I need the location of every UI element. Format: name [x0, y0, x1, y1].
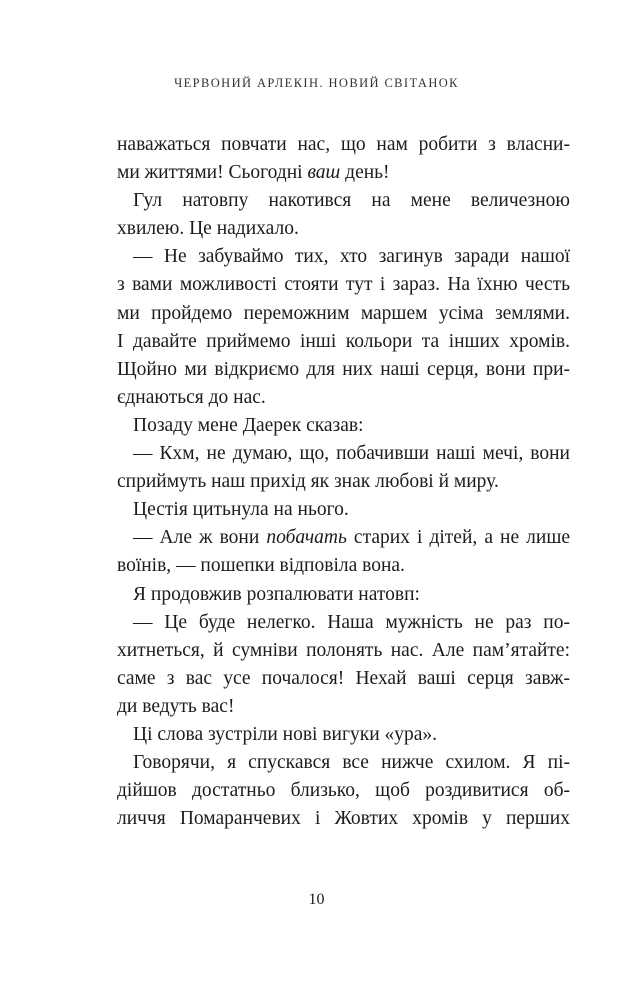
text-run: Щойно ми відкриємо для них наші серця, вони при-	[117, 358, 570, 380]
text-line	[117, 215, 570, 243]
text-line	[117, 805, 570, 833]
text-run: Ці слова зустріли нові вигуки «ура».	[133, 723, 438, 745]
text-run: день!	[340, 162, 390, 184]
text-line	[117, 243, 570, 271]
text-line	[117, 777, 570, 805]
text-run: воїнів, — пошепки відповіла вона.	[117, 555, 405, 577]
text-run: наважаться повчати нас, що нам робити з власни-	[117, 134, 570, 155]
text-line	[117, 131, 570, 159]
text-line	[117, 665, 570, 693]
text-run: личчя Помаранчевих і Жовтих хромів у перших	[117, 808, 570, 830]
text-run: — Але ж вони	[133, 527, 267, 549]
body-text	[117, 131, 570, 833]
text-line	[117, 552, 570, 580]
text-run: Я продовжив розпалювати натовп:	[133, 583, 420, 605]
text-run: Говорячи, я спускався все нижче схилом. Я пі-	[133, 752, 570, 774]
text-run: хвилею. Це надихало.	[117, 218, 299, 240]
text-run: ми пройдемо переможним маршем усіма землями.	[117, 302, 570, 324]
text-run: — Не забуваймо тих, хто загинув заради нашої	[133, 246, 570, 268]
text-line	[117, 468, 570, 496]
text-line	[117, 356, 570, 384]
text-line	[117, 581, 570, 609]
text-run: Цестія цитьнула на нього.	[133, 499, 349, 521]
text-line	[117, 328, 570, 356]
text-run: Позаду мене Даерек сказав:	[133, 414, 364, 436]
text-line	[117, 187, 570, 215]
text-line	[117, 271, 570, 299]
text-run: єднаються до нас.	[117, 386, 266, 408]
text-run: сприймуть наш прихід як знак любові й миру.	[117, 471, 499, 493]
text-run: хитнеться, й сумніви полонять нас. Але пам’ятайте:	[117, 639, 570, 661]
text-line	[117, 524, 570, 552]
page-number: 10	[308, 891, 325, 908]
text-line	[117, 300, 570, 328]
text-line	[117, 412, 570, 440]
text-run: дійшов достатньо близько, щоб роздивитися об-	[117, 780, 570, 802]
text-run: І давайте приймемо інші кольори та інших хромів.	[117, 330, 570, 352]
text-run: з вами можливості стояти тут і зараз. На їхню честь	[117, 274, 570, 296]
text-line	[117, 749, 570, 777]
text-line	[117, 496, 570, 524]
text-run: ми життями! Сьогодні	[117, 162, 308, 184]
text-line	[117, 159, 570, 187]
text-line	[117, 721, 570, 749]
text-line	[117, 693, 570, 721]
text-run: старих і дітей, а не лише	[346, 527, 570, 549]
italic-text: ваш	[307, 162, 341, 184]
text-run: — Кхм, не думаю, що, побачивши наші мечі, вони	[133, 443, 570, 465]
text-run: Гул натовпу накотився на мене величезною	[133, 190, 570, 212]
text-line	[117, 384, 570, 412]
running-head: ЧЕРВОНИЙ АРЛЕКІН. НОВИЙ СВІТАНОК	[174, 76, 459, 90]
text-run: — Це буде нелегко. Наша мужність не раз по-	[133, 611, 570, 633]
text-run: ди ведуть вас!	[117, 695, 235, 717]
italic-text: побачать	[266, 527, 347, 549]
text-line	[117, 440, 570, 468]
text-line	[117, 609, 570, 637]
text-run: саме з вас усе почалося! Нехай ваші серця завж-	[117, 667, 570, 689]
text-line	[117, 637, 570, 665]
